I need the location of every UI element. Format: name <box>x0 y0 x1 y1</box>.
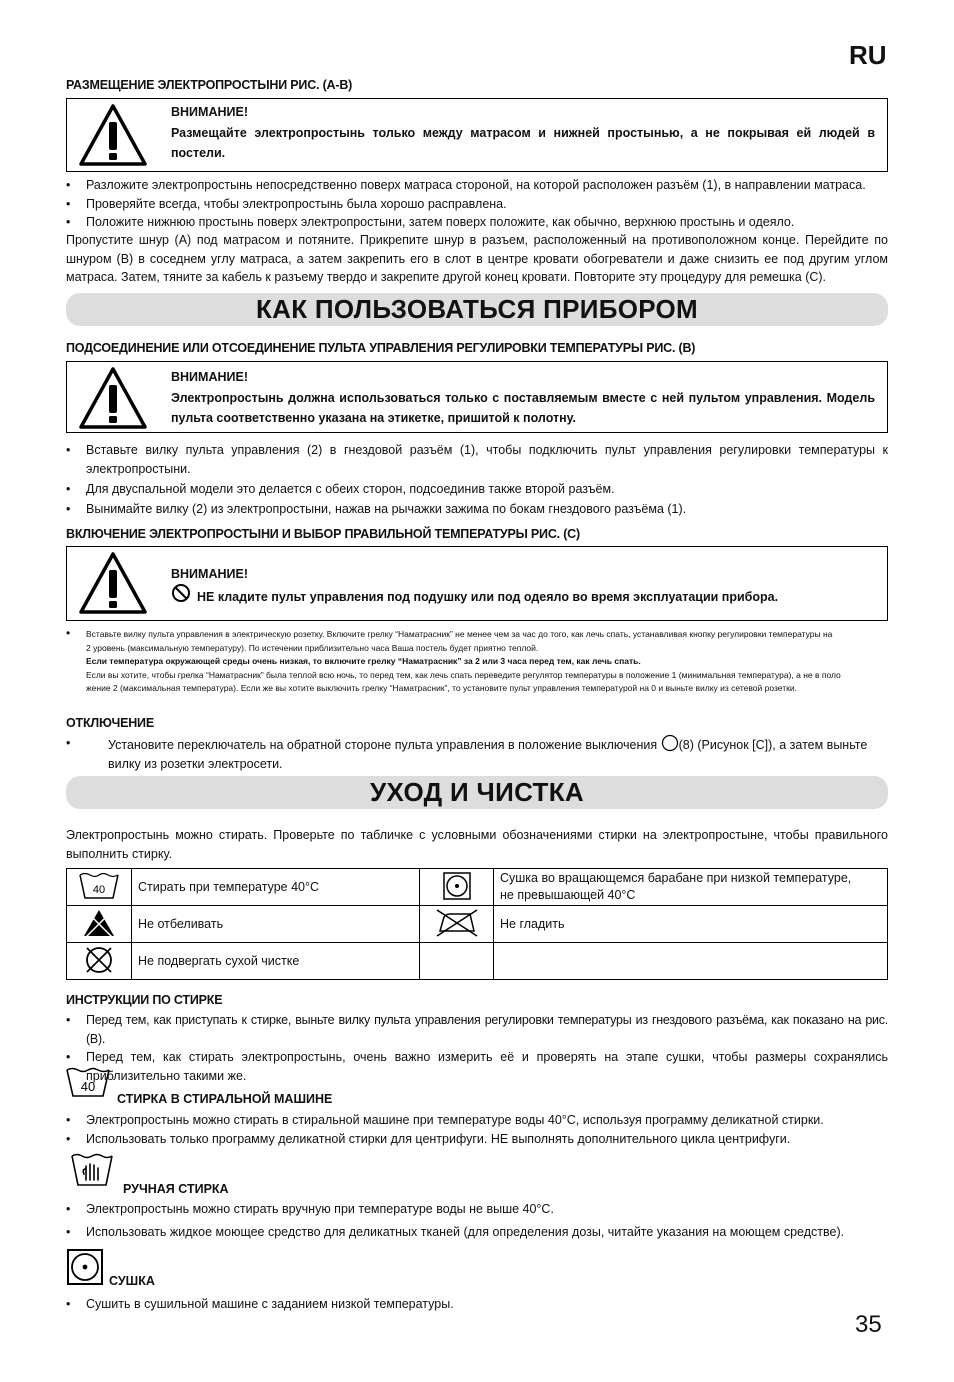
connect-warning-box <box>66 361 888 433</box>
svg-text:40: 40 <box>80 1079 96 1094</box>
list-item: • Использовать только программу деликатной стирки для центрифуги. НЕ выполнять дополнительного цикла центрифуги. <box>66 1130 888 1149</box>
switch-warning-box <box>66 546 888 621</box>
small-line: жение 2 (максимальная температура). Если же вы хотите выключить грелку “Наматрасник”, то установите пульт управления температурой на 0 и выньте вилку из сетевой розетки. <box>86 683 797 693</box>
table-cell: Стирать при температуре 40°С <box>132 869 420 906</box>
warning-text: НЕ кладите пульт управления под подушку или под одеяло во время эксплуатации прибора. <box>197 590 779 604</box>
list-item: • Перед тем, как приступать к стирке, выньте вилку пульта управления регулировки температуры из гнездового разъёма, как показано на рис. (В). <box>66 1011 888 1048</box>
power-off-symbol-icon <box>661 734 679 752</box>
wash-40-icon <box>77 871 121 901</box>
placement-heading: РАЗМЕЩЕНИЕ ЭЛЕКТРОПРОСТЫНИ РИС. (А-В) <box>66 78 353 92</box>
small-line: 2 уровень (максимальную температуру). По истечении приблизительно часа Ваша постель будет приятно теплой. <box>86 642 539 653</box>
usage-banner <box>66 293 888 326</box>
switch-instructions <box>66 628 892 696</box>
list-item: • Сушить в сушильной машине с заданием низкой температуры. <box>66 1295 888 1314</box>
care-intro: Электропростынь можно стирать. Проверьте по табличке с условными обозначениями стирки на электропростыне, чтобы правильного выполнить стирку. <box>66 828 888 861</box>
placement-paragraph: Пропустите шнур (А) под матрасом и потяните. Прикрепите шнур в разъем, расположенный на противоположном конце. Перейдите по шнуром (В) в соседнем углу матраса, а затем закрепить его в слот в центре кровати обогреватели и даже снизить ее под другим углом матраса. Затем, тяните за кабель к разъему твердо и закрепите другой конец кровати. Повторите эту процедуру для ремешка (С). <box>66 233 888 284</box>
list-item: • Проверяйте всегда, чтобы электропростынь была хорошо расправлена. <box>66 195 888 214</box>
table-cell: Не подвергать сухой чистке <box>132 943 420 980</box>
warning-title: ВНИМАНИЕ! <box>171 105 248 119</box>
placement-bullets <box>66 176 888 232</box>
hand-bullets <box>66 1200 888 1241</box>
dry-bullets <box>66 1295 888 1314</box>
placement-warning-box <box>66 98 888 172</box>
instructions-heading: ИНСТРУКЦИИ ПО СТИРКЕ <box>66 993 223 1007</box>
no-iron-icon <box>434 907 480 939</box>
warning-title: ВНИМАНИЕ! <box>171 370 248 384</box>
machine-heading: СТИРКА В СТИРАЛЬНОЙ МАШИНЕ <box>117 1092 333 1106</box>
off-paragraph: • Установите переключатель на обратной стороне пульта управления в положение выключения (8) (Рисунок [C]), а затем выньте вилку из розетки электросети. <box>66 736 868 771</box>
warning-triangle-icon <box>77 550 149 616</box>
no-bleach-icon <box>82 907 116 939</box>
list-item: • Перед тем, как стирать электропростынь, очень важно измерить её и проверять на этапе сушки, чтобы размеры сохранялись приблизительно такими же. <box>66 1048 888 1085</box>
machine-bullets <box>66 1111 888 1148</box>
tumble-dry-low-icon <box>442 871 472 901</box>
prohibited-icon <box>171 583 191 603</box>
hand-wash-icon <box>70 1152 114 1188</box>
machine-wash-40-icon <box>64 1066 112 1098</box>
svg-text:40: 40 <box>92 883 106 896</box>
small-line: • Вставьте вилку пульта управления в электрическую розетку. Включите грелку “Наматрасник” не менее чем за час до того, как лечь спать, устанавливая кнопку регулировки температуры на <box>66 626 833 640</box>
tumble-dry-icon <box>66 1248 104 1286</box>
care-symbols-table <box>66 868 888 980</box>
list-item: • Электропростынь можно стирать в стиральной машине при температуре воды 40°С, используя программу деликатной стирки. <box>66 1111 888 1130</box>
list-item: • Использовать жидкое моющее средство для деликатных тканей (для определения дозы, читайте указания на моющем средстве). <box>66 1223 888 1242</box>
list-item: • Положите нижнюю простынь поверх электропростыни, затем поверх положите, как обычно, верхнюю простынь и одеяло. <box>66 213 888 232</box>
instructions-bullets <box>66 1011 888 1085</box>
off-heading: ОТКЛЮЧЕНИЕ <box>66 716 154 730</box>
usage-banner-title: КАК ПОЛЬЗОВАТЬСЯ ПРИБОРОМ <box>255 294 699 324</box>
small-line: Если температура окружающей среды очень низкая, то включите грелку “Наматрасник” за 2 или 3 часа перед тем, как лечь спать. <box>86 656 641 666</box>
warning-text: Электропростынь должна использоваться только с поставляемым вместе с ней пультом управления. Модель пульта соответственно указана на этикетке, пришитой к полотну. <box>171 391 875 425</box>
table-row <box>67 869 888 906</box>
list-item: • Для двуспальной модели это делается с обеих сторон, подсоединив также второй разъём. <box>66 480 888 499</box>
care-banner-title: УХОД И ЧИСТКА <box>370 777 584 807</box>
page-number: 35 <box>855 1311 882 1338</box>
table-row <box>67 943 888 980</box>
care-banner <box>66 776 888 809</box>
table-cell: Сушка во вращающемся барабане при низкой температуре, не превышающей 40°С <box>494 869 888 906</box>
connect-heading: ПОДСОЕДИНЕНИЕ ИЛИ ОТСОЕДИНЕНИЕ ПУЛЬТА УПРАВЛЕНИЯ РЕГУЛИРОВКИ ТЕМПЕРАТУРЫ РИС. (В) <box>66 341 696 355</box>
list-item: • Разложите электропростынь непосредственно поверх матраса стороной, на которой расположен разъём (1), в направлении матраса. <box>66 176 888 195</box>
warning-triangle-icon <box>77 365 149 431</box>
list-item: • Электропростынь можно стирать вручную при температуре воды не выше 40°С. <box>66 1200 888 1219</box>
table-row <box>67 906 888 943</box>
connect-bullets <box>66 441 888 518</box>
language-label: RU <box>849 40 887 70</box>
dry-heading: СУШКА <box>109 1274 155 1288</box>
switch-heading: ВКЛЮЧЕНИЕ ЭЛЕКТРОПРОСТЫНИ И ВЫБОР ПРАВИЛЬНОЙ ТЕМПЕРАТУРЫ РИС. (С) <box>66 527 580 541</box>
warning-text: Размещайте электропростынь только между матрасом и нижней простынью, а не покрывая ей людей в постели. <box>171 126 875 160</box>
warning-title: ВНИМАНИЕ! <box>171 567 248 581</box>
no-dry-clean-icon <box>82 944 116 976</box>
hand-heading: РУЧНАЯ СТИРКА <box>123 1182 229 1196</box>
list-item: • Вынимайте вилку (2) из электропростыни, нажав на рычажки зажима по бокам гнездового разъёма (1). <box>66 500 888 519</box>
table-cell: Не отбеливать <box>132 906 420 943</box>
list-item: • Вставьте вилку пульта управления (2) в гнездовой разъём (1), чтобы подключить пульт управления регулировки температуры к электропростыни. <box>66 441 888 478</box>
warning-triangle-icon <box>77 102 149 168</box>
small-line: Если вы хотите, чтобы грелка “Наматрасник” была теплой всю ночь, то перед тем, как лечь спать переведите регулятор температуры в положение 1 (минимальная температура), а не в поло <box>86 669 841 680</box>
table-cell: Не гладить <box>494 906 888 943</box>
